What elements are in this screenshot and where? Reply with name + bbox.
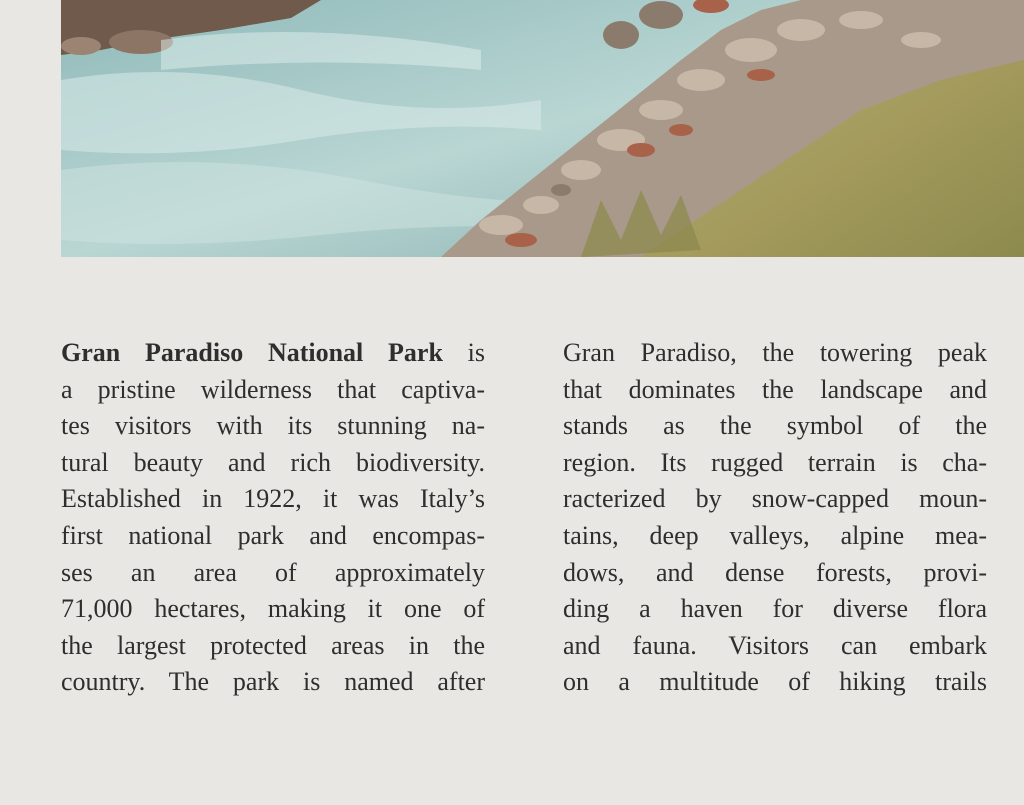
text-line: the largest protected areas in the xyxy=(61,630,485,660)
text-line: ses an area of approximately xyxy=(61,557,485,587)
text-line: on a multitude of hiking trails xyxy=(563,667,987,697)
text-line: country. The park is named after xyxy=(61,667,485,697)
text-line: region. Its rugged terrain is cha- xyxy=(563,447,987,477)
article-column-left xyxy=(61,335,485,701)
text-line: first national park and encompas- xyxy=(61,520,485,550)
text-line: tains, deep valleys, alpine mea- xyxy=(563,520,987,550)
text-line: Established in 1922, it was Italy’s xyxy=(61,484,485,514)
park-name: Gran Paradiso National Park xyxy=(61,338,443,367)
lead-line xyxy=(61,335,485,372)
text-line: a pristine wilderness that captiva- xyxy=(61,374,485,404)
text-line: dows, and dense forests, provi- xyxy=(563,557,987,587)
lead-rest: is xyxy=(467,338,486,367)
text-line: 71,000 hectares, making it one of xyxy=(61,594,485,624)
river-landscape-photo xyxy=(61,0,1024,257)
text-line: tes visitors with its stunning na- xyxy=(61,411,485,441)
hero-photo xyxy=(61,0,1024,257)
text-line: racterized by snow-capped moun- xyxy=(563,484,987,514)
text-line: tural beauty and rich biodiversity. xyxy=(61,447,485,477)
text-line: Gran Paradiso, the towering peak xyxy=(563,338,987,367)
text-line: that dominates the landscape and xyxy=(563,374,987,404)
text-line: and fauna. Visitors can embark xyxy=(563,630,987,660)
text-line: ding a haven for diverse flora xyxy=(563,594,987,624)
text-line: stands as the symbol of the xyxy=(563,411,987,441)
article-column-right xyxy=(563,335,987,701)
